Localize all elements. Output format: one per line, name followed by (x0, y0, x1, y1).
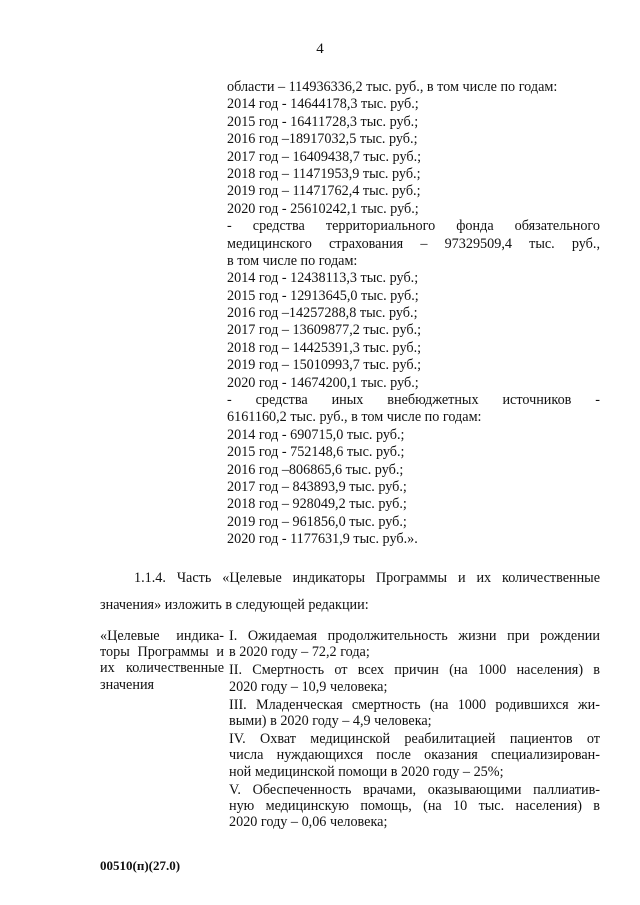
section-line-1: 1.1.4. Часть «Целевые индикаторы Программы и их количественные (134, 570, 600, 586)
text-line: 2015 год - 16411728,3 тыс. руб.; (227, 113, 419, 130)
indicator-line: в 2020 году – 72,2 года; (229, 644, 370, 661)
indicator-item (229, 782, 600, 831)
label-line: их количественные (100, 660, 224, 677)
label-line: торы Программы и (100, 644, 224, 661)
text-line: 2019 год – 15010993,7 тыс. руб.; (227, 357, 422, 374)
text-line: 2015 год - 752148,6 тыс. руб.; (227, 444, 405, 461)
text-line: 2014 год - 12438113,3 тыс. руб.; (227, 270, 419, 287)
text-line: 2020 год - 14674200,1 тыс. руб.; (227, 374, 419, 391)
indicator-item (229, 731, 600, 780)
section-continuation (100, 597, 600, 614)
text-line: медицинского страхования – 97329509,4 тыс. руб., (227, 235, 600, 252)
text-line: 2014 год - 14644178,3 тыс. руб.; (227, 96, 419, 113)
text-line: в том числе по годам: (227, 252, 358, 269)
indicator-line: III. Младенческая смертность (на 1000 родившихся жи- (229, 696, 600, 713)
text-line: 2018 год – 11471953,9 тыс. руб.; (227, 165, 421, 182)
label-line: значения (100, 676, 155, 693)
indicator-line: ной медицинской помощи в 2020 году – 25%; (229, 763, 504, 780)
document-code: 00510(п)(27.0) (100, 858, 181, 873)
text-line: 2020 год - 25610242,1 тыс. руб.; (227, 200, 419, 217)
indicator-item (229, 662, 600, 694)
text-line: 2017 год – 843893,9 тыс. руб.; (227, 478, 407, 495)
text-line: - средства иных внебюджетных источников - (227, 392, 600, 409)
indicator-line: IV. Охват медицинской реабилитацией пациентов от (229, 731, 600, 748)
text-line: 2016 год –806865,6 тыс. руб.; (227, 461, 404, 478)
text-line: 2016 год –18917032,5 тыс. руб.; (227, 131, 418, 148)
page-number: 4 (316, 41, 324, 57)
table-label-cell (100, 628, 224, 693)
indicator-line: I. Ожидаемая продолжительность жизни при рождении (229, 628, 600, 644)
text-line: 2019 год – 11471762,4 тыс. руб.; (227, 183, 421, 200)
indicator-line: V. Обеспеченность врачами, оказывающими паллиатив- (229, 781, 600, 798)
indicator-line: II. Смертность от всех причин (на 1000 населения) в (229, 662, 600, 679)
section-heading (100, 570, 600, 587)
indicator-line: выми) в 2020 году – 4,9 человека; (229, 713, 432, 730)
funding-column (227, 79, 600, 549)
text-line: 2020 год - 1177631,9 тыс. руб.». (227, 531, 418, 548)
section-line-2: значения» изложить в следующей редакции: (100, 597, 369, 613)
label-line: «Целевые индика- (100, 628, 224, 644)
indicator-line: числа нуждающихся после оказания специализирован- (229, 747, 600, 764)
indicator-line: ную медицинскую помощь, (на 10 тыс. населения) в (229, 798, 600, 815)
text-line: 2017 год – 13609877,2 тыс. руб.; (227, 322, 422, 339)
text-line: 2014 год - 690715,0 тыс. руб.; (227, 426, 405, 443)
indicator-item (229, 697, 600, 729)
text-line: 2018 год – 14425391,3 тыс. руб.; (227, 339, 422, 356)
text-line: области – 114936336,2 тыс. руб., в том числе по годам: (227, 79, 558, 95)
text-line: 2016 год –14257288,8 тыс. руб.; (227, 305, 418, 322)
text-line: 6161160,2 тыс. руб., в том числе по годам: (227, 409, 482, 426)
indicator-item (229, 628, 600, 660)
text-line: 2018 год – 928049,2 тыс. руб.; (227, 496, 407, 513)
indicator-line: 2020 году – 0,06 человека; (229, 814, 388, 831)
table-values-cell (229, 628, 600, 832)
text-line: 2017 год – 16409438,7 тыс. руб.; (227, 148, 422, 165)
text-line: 2019 год – 961856,0 тыс. руб.; (227, 513, 407, 530)
text-line: 2015 год - 12913645,0 тыс. руб.; (227, 287, 419, 304)
indicator-line: 2020 году – 10,9 человека; (229, 678, 388, 695)
text-line: - средства территориального фонда обязательного (227, 218, 600, 235)
